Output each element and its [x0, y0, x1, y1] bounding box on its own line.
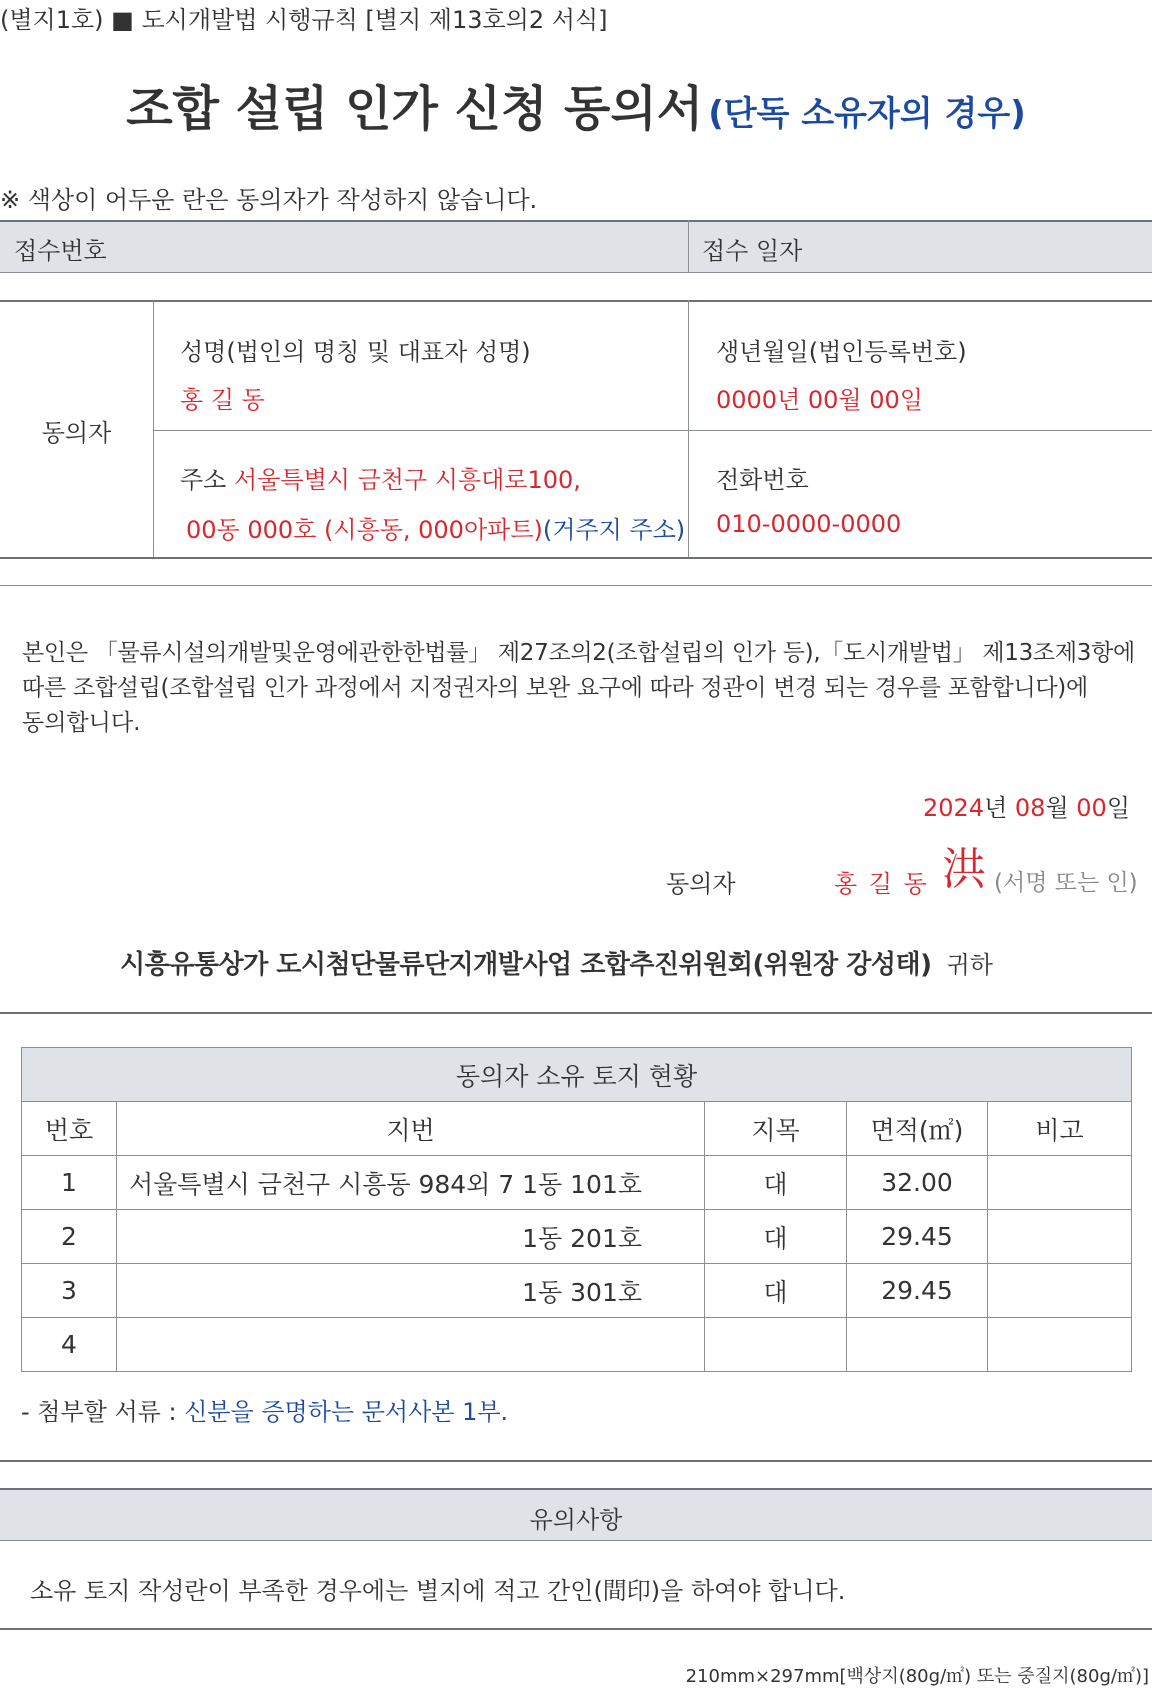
address-line-2 — [186, 510, 685, 545]
row-area: 29.45 — [847, 1264, 988, 1318]
form-reference: (별지1호) ■ 도시개발법 시행규칙 [별지 제13호의2 서식] — [0, 6, 608, 34]
table-row — [22, 1156, 1132, 1210]
seal-note: (서명 또는 인) — [994, 870, 1138, 896]
notice-text: 소유 토지 작성란이 부족한 경우에는 별지에 적고 간인(間印)을 하여야 합니다. — [30, 1577, 846, 1605]
land-table-caption: 동의자 소유 토지 현황 — [22, 1048, 1132, 1102]
birth-label: 생년월일(법인등록번호) — [716, 338, 967, 366]
consenter-section-label: 동의자 — [41, 419, 112, 447]
birth-value: 0000년 00월 00일 — [716, 386, 923, 414]
consent-text-line-2: 따른 조합설립(조합설립 인가 과정에서 지정권자의 보완 요구에 따라 정관이 변경 되는 경우를 포함합니다)에 — [22, 675, 1088, 701]
signature-name: 홍 길 동 — [834, 870, 929, 898]
seal-mark: 洪 — [942, 844, 986, 895]
address-value-2: 00동 000호 (시흥동, 000아파트) — [186, 516, 543, 544]
row-category: 대 — [705, 1210, 847, 1264]
header-lot: 지번 — [117, 1102, 705, 1156]
row-number: 3 — [22, 1264, 117, 1318]
date-day-unit: 일 — [1106, 794, 1130, 822]
address-label: 주소 — [180, 466, 227, 494]
land-table-header-row — [22, 1102, 1132, 1156]
paper-spec-footer: 210mm×297mm[백상지(80g/㎡) 또는 중질지(80g/㎡)] — [685, 1666, 1149, 1687]
addressee — [120, 944, 993, 981]
consent-text-line-1: 본인은 「물류시설의개발및운영에관한한법률」 제27조의2(조합설립의 인가 등),「도시개발법」 제13조제3항에 — [22, 640, 1135, 666]
row-number: 1 — [22, 1156, 117, 1210]
row-category: 대 — [705, 1264, 847, 1318]
title-sub: (단독 소유자의 경우) — [708, 94, 1026, 134]
address-value-1: 서울특별시 금천구 시흥대로100, — [234, 466, 581, 494]
attachment-line — [21, 1392, 508, 1427]
header-area: 면적(㎡) — [847, 1102, 988, 1156]
date-month: 08 — [1014, 794, 1046, 822]
row-category: 대 — [705, 1156, 847, 1210]
row-area: 29.45 — [847, 1210, 988, 1264]
address-note: (거주지 주소) — [542, 516, 686, 544]
phone-value: 010-0000-0000 — [716, 510, 902, 538]
row-remarks — [988, 1156, 1132, 1210]
header-number: 번호 — [22, 1102, 117, 1156]
row-number: 4 — [22, 1318, 117, 1372]
row-remarks — [988, 1210, 1132, 1264]
attachment-label: - 첨부할 서류 : — [21, 1398, 185, 1426]
address-line-1 — [180, 460, 581, 495]
row-remarks — [988, 1318, 1132, 1372]
document-title — [0, 70, 1152, 139]
table-row — [22, 1210, 1132, 1264]
header-remarks: 비고 — [988, 1102, 1132, 1156]
row-category — [705, 1318, 847, 1372]
header-category: 지목 — [705, 1102, 847, 1156]
title-main: 조합 설립 인가 신청 동의서 — [126, 81, 704, 137]
addressee-org: 시흥유통상가 도시첨단물류단지개발사업 조합추진위원회(위원장 강성태) — [120, 950, 932, 980]
row-lot: 1동 201호 — [117, 1210, 705, 1264]
table-row — [22, 1318, 1132, 1372]
name-label: 성명(법인의 명칭 및 대표자 성명) — [180, 338, 531, 366]
attachment-value: 신분을 증명하는 문서사본 1부. — [184, 1398, 509, 1426]
signature-label: 동의자 — [666, 870, 736, 898]
receipt-number-label: 접수번호 — [14, 237, 107, 265]
land-table — [21, 1047, 1132, 1372]
addressee-suffix: 귀하 — [946, 951, 993, 979]
date-year-unit: 년 — [984, 794, 1008, 822]
row-area — [847, 1318, 988, 1372]
phone-label: 전화번호 — [716, 466, 809, 494]
receipt-date-label: 접수 일자 — [702, 237, 803, 265]
date-month-unit: 월 — [1045, 794, 1069, 822]
row-lot: 서울특별시 금천구 시흥동 984외 7 1동 101호 — [117, 1156, 705, 1210]
row-lot: 1동 301호 — [117, 1264, 705, 1318]
table-row — [22, 1264, 1132, 1318]
receipt-row — [0, 220, 1152, 272]
consent-date — [923, 788, 1130, 823]
row-number: 2 — [22, 1210, 117, 1264]
row-lot — [117, 1318, 705, 1372]
row-remarks — [988, 1264, 1132, 1318]
date-day: 00 — [1076, 794, 1107, 822]
consent-text-line-3: 동의합니다. — [22, 710, 141, 736]
row-area: 32.00 — [847, 1156, 988, 1210]
name-value: 홍 길 동 — [180, 386, 265, 414]
notice-title: 유의사항 — [529, 1506, 623, 1534]
shading-note: ※ 색상이 어두운 란은 동의자가 작성하지 않습니다. — [0, 186, 538, 214]
date-year: 2024 — [922, 794, 985, 822]
